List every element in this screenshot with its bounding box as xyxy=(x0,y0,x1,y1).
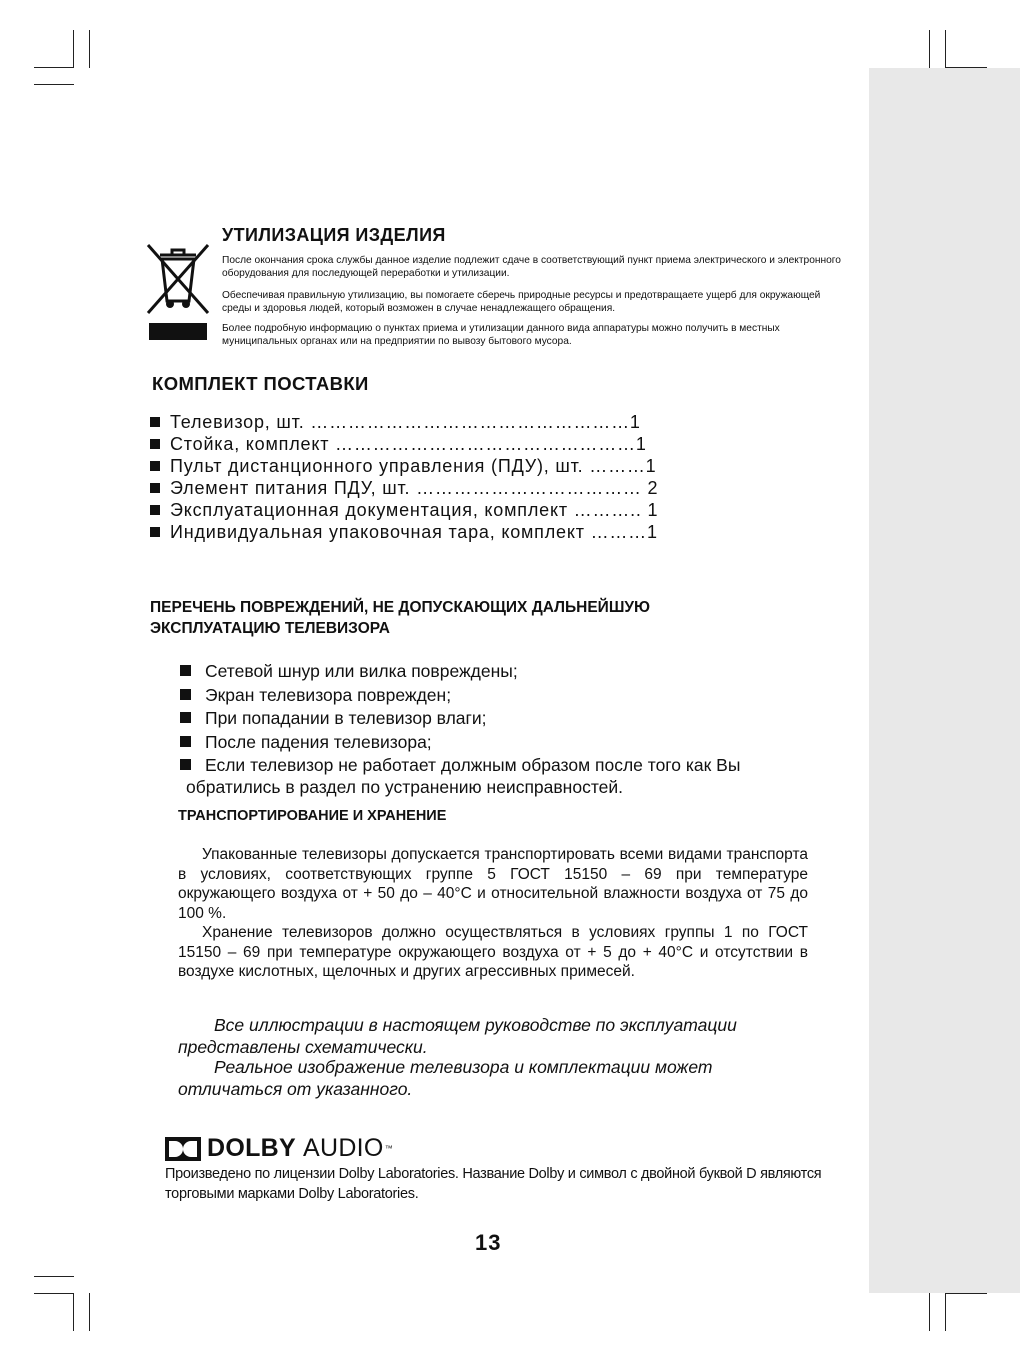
list-item xyxy=(150,521,658,543)
transport-title: ТРАНСПОРТИРОВАНИЕ И ХРАНЕНИЕ xyxy=(178,808,447,824)
list-item xyxy=(180,754,820,778)
crop-mark xyxy=(945,30,946,68)
kit-item-text: Стойка, комплект …………………………………………1 xyxy=(170,434,647,454)
dolby-double-d-icon xyxy=(165,1137,201,1161)
crop-mark xyxy=(34,67,74,68)
dolby-audio-word: AUDIO xyxy=(303,1134,384,1162)
list-item xyxy=(180,660,820,684)
crop-mark xyxy=(929,30,930,68)
bullet-square-icon xyxy=(180,689,191,700)
bullet-square-icon xyxy=(150,483,160,493)
kit-item-text: Элемент питания ПДУ, шт. ……………………………… 2 xyxy=(170,478,659,498)
list-item xyxy=(150,499,658,521)
disposal-paragraph: После окончания срока службы данное изделие подлежит сдаче в соответствующий пункт приема электрического и электронного оборудования для последующей переработки и утилизации. xyxy=(222,255,841,279)
list-item xyxy=(150,433,658,455)
damage-item-text: При попадании в телевизор влаги; xyxy=(205,708,487,728)
list-item xyxy=(180,707,820,731)
list-item xyxy=(150,455,658,477)
transport-paragraph: Хранение телевизоров должно осуществляться в условиях группы 1 по ГОСТ 15150 – 69 при температуре окружающего воздуха от + 5 до + 40°C и отсутствии в воздухе кислотных, щелочных и других агрессивных примесей. xyxy=(178,924,808,980)
crop-mark xyxy=(34,1276,74,1277)
damage-title xyxy=(150,597,650,639)
bullet-square-icon xyxy=(180,736,191,747)
transport-paragraph: Упакованные телевизоры допускается транспортировать всеми видами транспорта в условиях, соответствующих группе 5 ГОСТ 15150 – 69 при температуре окружающего воздуха от + 50 до – 40°C и относительной влажности воздуха от 75 до 100 %. xyxy=(178,846,808,922)
crossed-out-wheelie-bin-icon xyxy=(146,243,210,343)
dolby-license-text: Произведено по лицензии Dolby Laboratories. Название Dolby и символ с двойной буквой D являются торговыми марками Dolby Laboratories. xyxy=(165,1166,822,1202)
damage-item-text: После падения телевизора; xyxy=(205,731,432,752)
disposal-paragraph: Более подробную информацию о пунктах приема и утилизации данного вида аппаратуры можно получить в местных муниципальных органах или на предприятии по вывозу бытового мусора. xyxy=(222,323,780,347)
kit-list xyxy=(150,411,658,543)
bullet-square-icon xyxy=(150,527,160,537)
crop-mark xyxy=(929,1293,930,1331)
dolby-audio-logo xyxy=(165,1134,393,1163)
damage-title-line: ПЕРЕЧЕНЬ ПОВРЕЖДЕНИЙ, НЕ ДОПУСКАЮЩИХ ДАЛЬНЕЙШУЮ xyxy=(150,599,651,616)
list-item xyxy=(150,411,658,433)
crop-mark xyxy=(89,1293,90,1331)
damage-item-text: Сетевой шнур или вилка повреждены; xyxy=(205,661,518,681)
side-gray-panel xyxy=(869,68,1020,1293)
dolby-brand: DOLBY xyxy=(207,1134,296,1162)
kit-item-text: Телевизор, шт. ……………………………………………1 xyxy=(170,412,641,432)
damage-item-continuation: обратились в раздел по устранению неисправностей. xyxy=(186,777,624,797)
bullet-square-icon xyxy=(180,759,191,770)
kit-item-text: Индивидуальная упаковочная тара, комплект ………1 xyxy=(170,522,658,542)
disposal-title: УТИЛИЗАЦИЯ ИЗДЕЛИЯ xyxy=(222,225,446,245)
crop-mark xyxy=(73,1293,74,1331)
crop-mark xyxy=(89,30,90,68)
damage-list xyxy=(180,660,820,778)
list-item xyxy=(150,477,658,499)
illustration-note: Реальное изображение телевизора и комплектации может отличаться от указанного. xyxy=(178,1057,713,1099)
bullet-square-icon xyxy=(180,712,191,723)
crop-mark xyxy=(34,84,74,85)
crop-mark xyxy=(34,1293,74,1294)
crop-mark xyxy=(73,30,74,68)
bullet-square-icon xyxy=(150,417,160,427)
list-item xyxy=(180,684,820,708)
damage-item-text: Если телевизор не работает должным образом после того как Вы xyxy=(205,755,741,775)
damage-title-line: ЭКСПЛУАТАЦИЮ ТЕЛЕВИЗОРА xyxy=(150,620,390,637)
list-item xyxy=(180,731,820,755)
kit-title: КОМПЛЕКТ ПОСТАВКИ xyxy=(152,373,369,394)
damage-item-text: Экран телевизора поврежден; xyxy=(205,684,452,705)
crop-mark xyxy=(945,1293,987,1294)
disposal-paragraph: Обеспечивая правильную утилизацию, вы помогаете сберечь природные ресурсы и предотвращаете ущерб для окружающей среды и здоровья людей, который возможен в случае ненадлежащего обращения. xyxy=(222,290,821,314)
bullet-square-icon xyxy=(180,665,191,676)
bullet-square-icon xyxy=(150,505,160,515)
trademark-symbol: ™ xyxy=(384,1144,393,1153)
kit-item-text: Пульт дистанционного управления (ПДУ), шт. ………1 xyxy=(170,456,657,476)
crop-mark xyxy=(945,1293,946,1331)
kit-item-text: Эксплуатационная документация, комплект ……….. 1 xyxy=(170,500,659,520)
page-number: 13 xyxy=(475,1230,502,1255)
bullet-square-icon xyxy=(150,461,160,471)
bullet-square-icon xyxy=(150,439,160,449)
illustration-note: Все иллюстрации в настоящем руководстве по эксплуатации представлены схематически. xyxy=(178,1015,737,1057)
